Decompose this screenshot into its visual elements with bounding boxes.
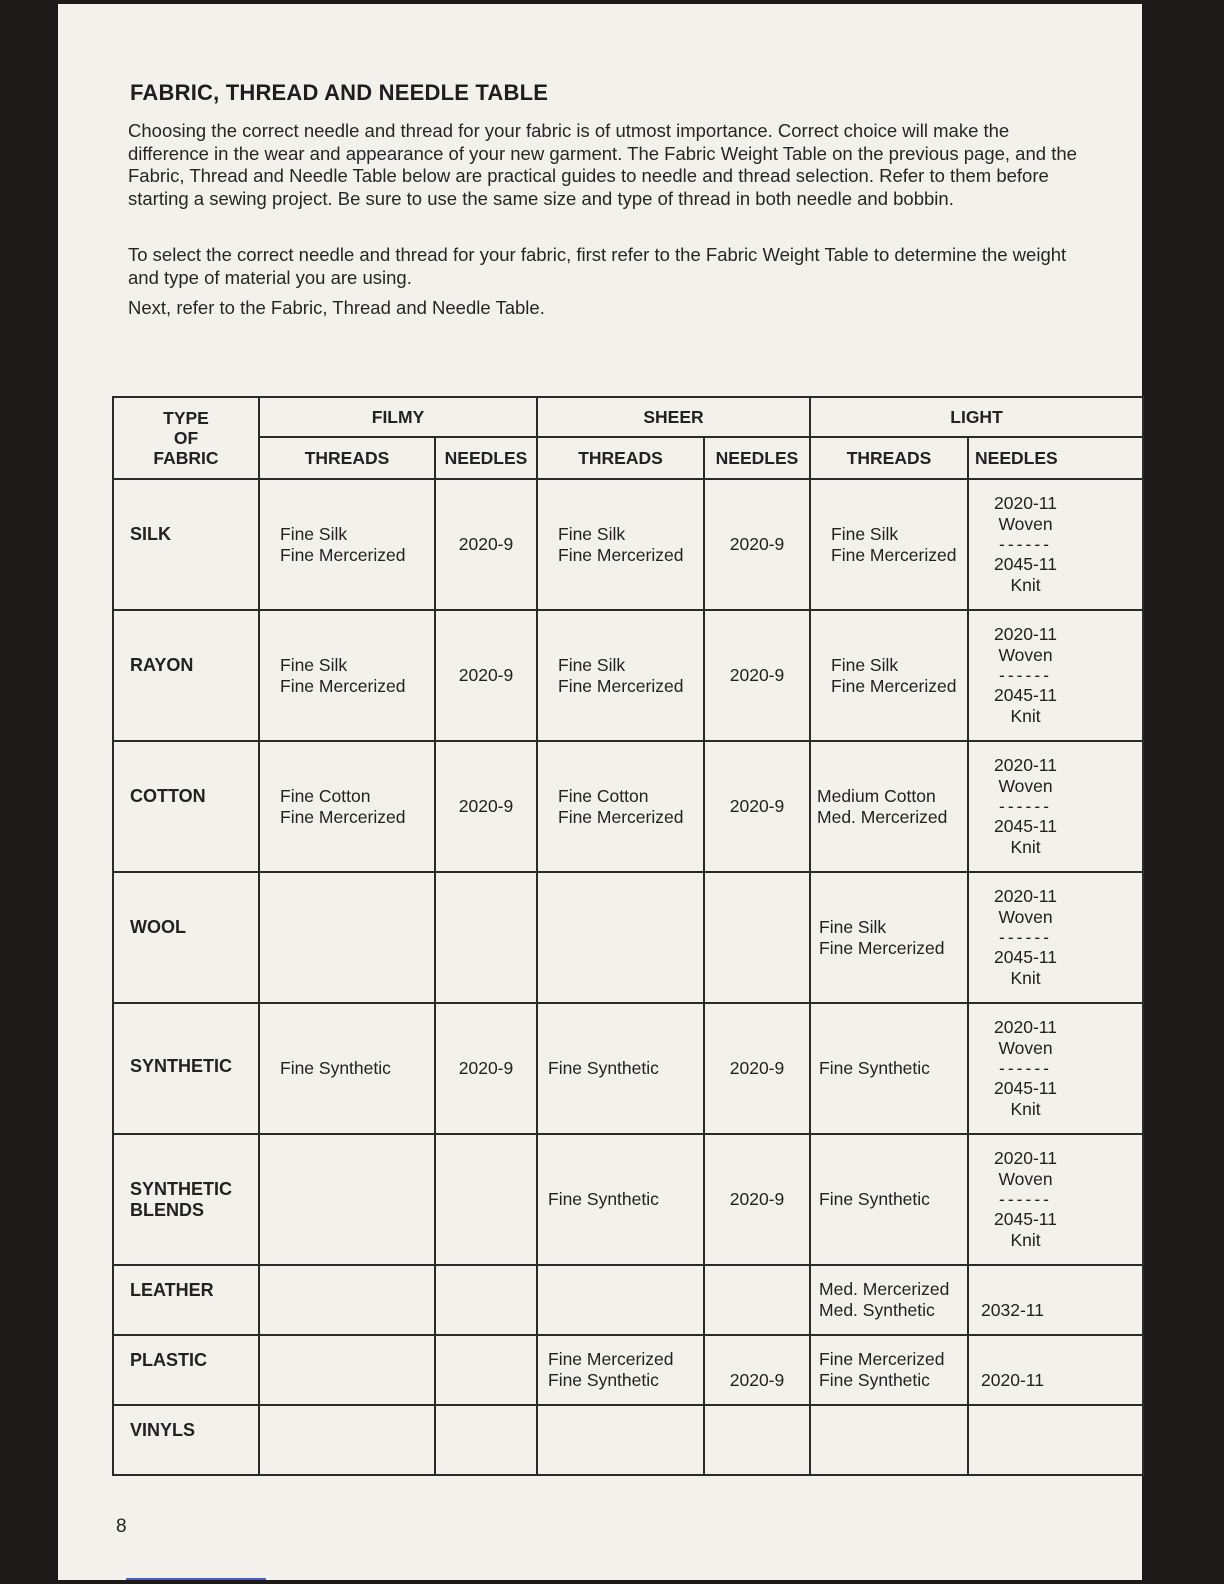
sheer-needle: 2020-9 (704, 479, 810, 610)
light-needle-empty (968, 1405, 1143, 1475)
col-header-needles: NEEDLES (968, 437, 1143, 479)
filmy-thread-empty (259, 1265, 435, 1335)
next-step-paragraph: Next, refer to the Fabric, Thread and Needle Table. (128, 297, 545, 318)
sheer-needle: 2020-9 (704, 1134, 810, 1265)
light-thread: Fine Silk Fine Mercerized (810, 479, 968, 610)
fabric-name: WOOL (113, 872, 259, 1003)
light-needle: 2020-11 (968, 1335, 1143, 1405)
filmy-thread: Fine Silk Fine Mercerized (259, 479, 435, 610)
table-row (113, 610, 1143, 741)
light-needle: 2020-11 Woven ------ 2045-11 Knit (968, 1134, 1143, 1265)
table-row (113, 872, 1143, 1003)
sheer-thread-empty (537, 872, 704, 1003)
light-needle: 2020-11 Woven ------ 2045-11 Knit (968, 479, 1143, 610)
sheer-thread-empty (537, 1265, 704, 1335)
table-row (113, 479, 1143, 610)
fabric-name: SYNTHETIC (113, 1003, 259, 1134)
group-header-sheer: SHEER (537, 397, 810, 437)
light-thread: Fine Silk Fine Mercerized (810, 610, 968, 741)
group-header-filmy: FILMY (259, 397, 537, 437)
sheer-needle: 2020-9 (704, 741, 810, 872)
table-row (113, 741, 1143, 872)
light-thread: Med. Mercerized Med. Synthetic (810, 1265, 968, 1335)
filmy-thread-empty (259, 1134, 435, 1265)
filmy-needle: 2020-9 (435, 741, 537, 872)
intro-paragraph: Choosing the correct needle and thread for your fabric is of utmost importance. Correct choice will make the difference in the wear and appearance of your new garment. The Fabric Weight Table on the previous page, and the Fabric, Thread and Needle Table below are practical guides to needle and thread selection. Refer to them before starting a sewing project. Be sure to use the same size and type of thread in both needle and bobbin. (128, 120, 1077, 209)
manual-page (58, 4, 1142, 1580)
instruction-paragraph: To select the correct needle and thread for your fabric, first refer to the Fabric Weight Table to determine the weight and type of material you are using. (128, 244, 1067, 288)
sheer-thread: Fine Synthetic (537, 1003, 704, 1134)
col-header-threads: THREADS (537, 437, 704, 479)
sheer-needle-empty (704, 1405, 810, 1475)
light-needle: 2020-11 Woven ------ 2045-11 Knit (968, 1003, 1143, 1134)
fabric-name: PLASTIC (113, 1335, 259, 1405)
filmy-thread: Fine Cotton Fine Mercerized (259, 741, 435, 872)
fabric-name: COTTON (113, 741, 259, 872)
sheer-needle-empty (704, 872, 810, 1003)
sheer-needle-empty (704, 1265, 810, 1335)
fabric-name: SILK (113, 479, 259, 610)
filmy-thread-empty (259, 1335, 435, 1405)
light-thread-empty (810, 1405, 968, 1475)
col-header-threads: THREADS (810, 437, 968, 479)
light-thread: Fine Synthetic (810, 1134, 968, 1265)
type-of-fabric-header: TYPE OF FABRIC (113, 397, 259, 479)
sheer-thread: Fine Silk Fine Mercerized (537, 610, 704, 741)
filmy-needle-empty (435, 1134, 537, 1265)
fabric-name: VINYLS (113, 1405, 259, 1475)
filmy-thread: Fine Synthetic (259, 1003, 435, 1134)
light-thread: Medium Cotton Med. Mercerized (810, 741, 968, 872)
sheer-thread: Fine Silk Fine Mercerized (537, 479, 704, 610)
light-thread: Fine Mercerized Fine Synthetic (810, 1335, 968, 1405)
filmy-thread-empty (259, 872, 435, 1003)
filmy-needle: 2020-9 (435, 479, 537, 610)
footer-rule (126, 1578, 266, 1580)
sheer-thread-empty (537, 1405, 704, 1475)
filmy-needle-empty (435, 1335, 537, 1405)
light-thread: Fine Silk Fine Mercerized (810, 872, 968, 1003)
sheer-thread: Fine Mercerized Fine Synthetic (537, 1335, 704, 1405)
light-needle: 2020-11 Woven ------ 2045-11 Knit (968, 741, 1143, 872)
filmy-needle: 2020-9 (435, 610, 537, 741)
filmy-needle-empty (435, 1265, 537, 1335)
light-needle: 2020-11 Woven ------ 2045-11 Knit (968, 610, 1143, 741)
page-title: FABRIC, THREAD AND NEEDLE TABLE (130, 80, 549, 105)
filmy-needle: 2020-9 (435, 1003, 537, 1134)
table-row (113, 1335, 1143, 1405)
table-row (113, 1405, 1143, 1475)
table-row (113, 1265, 1143, 1335)
page-number: 8 (116, 1516, 127, 1537)
table-row (113, 1003, 1143, 1134)
light-needle: 2032-11 (968, 1265, 1143, 1335)
fabric-thread-needle-table (112, 396, 1144, 1476)
light-thread: Fine Synthetic (810, 1003, 968, 1134)
sheer-needle: 2020-9 (704, 1335, 810, 1405)
sheer-thread: Fine Synthetic (537, 1134, 704, 1265)
fabric-name: SYNTHETIC BLENDS (113, 1134, 259, 1265)
filmy-needle-empty (435, 1405, 537, 1475)
col-header-needles: NEEDLES (435, 437, 537, 479)
light-needle: 2020-11 Woven ------ 2045-11 Knit (968, 872, 1143, 1003)
col-header-threads: THREADS (259, 437, 435, 479)
fabric-name: LEATHER (113, 1265, 259, 1335)
sheer-thread: Fine Cotton Fine Mercerized (537, 741, 704, 872)
table-row (113, 1134, 1143, 1265)
group-header-light: LIGHT (810, 397, 1143, 437)
filmy-needle-empty (435, 872, 537, 1003)
fabric-name: RAYON (113, 610, 259, 741)
filmy-thread-empty (259, 1405, 435, 1475)
filmy-thread: Fine Silk Fine Mercerized (259, 610, 435, 741)
col-header-needles: NEEDLES (704, 437, 810, 479)
sheer-needle: 2020-9 (704, 610, 810, 741)
sheer-needle: 2020-9 (704, 1003, 810, 1134)
